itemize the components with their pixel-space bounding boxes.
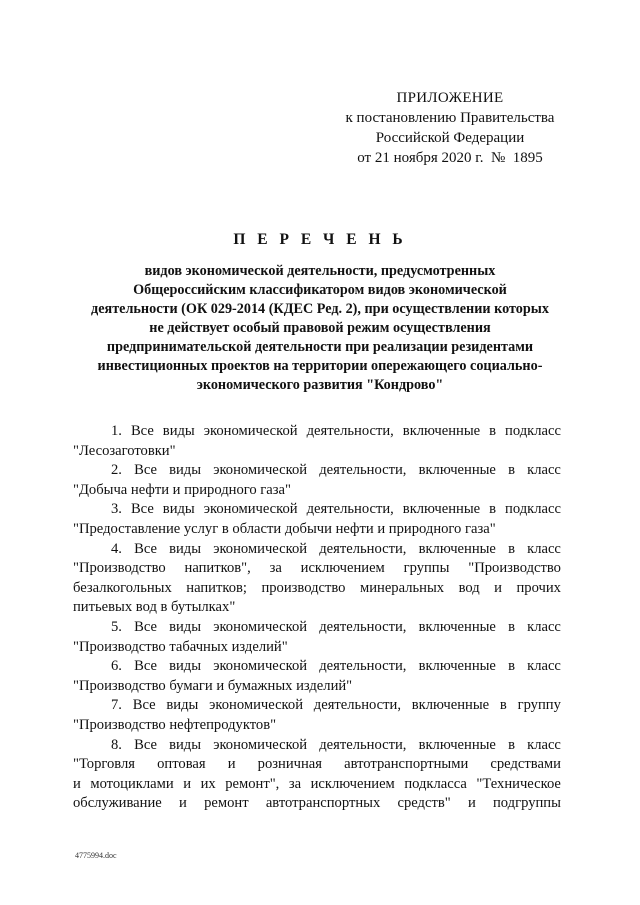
word: подкласс [505,501,561,518]
word: экономической [203,423,298,439]
word: включенные [418,658,496,675]
word: деятельности, [306,501,394,518]
word: экономической [213,618,308,635]
list-item [73,422,561,461]
word: включенные [418,736,496,753]
word: включенные [418,618,496,635]
subtitle-line: Общероссийским классификатором видов экономической [133,282,507,298]
word: включенные [402,501,481,518]
word: включенные [411,697,490,714]
word: деятельности, [306,423,394,439]
word: виды [169,618,202,635]
word: класс [527,618,561,635]
word: мотоциклами [90,775,174,792]
word: и [183,775,192,792]
list-item [73,540,561,618]
word: подкласс [505,423,561,439]
word: 3. [111,501,122,518]
list-item-line [73,794,561,814]
word: в [508,462,515,479]
list-item-line [73,755,561,775]
word: за [288,775,302,792]
list-item-line [73,618,561,638]
word: группы [403,560,450,577]
list-item-line [73,422,561,442]
word: ремонт [204,795,249,812]
word: напитков; [186,579,247,596]
word: 6. [111,658,122,675]
word: Все [130,501,154,518]
list-item-line: "Производство табачных изделий" [73,638,288,655]
word: "Торговля [73,756,135,773]
word: и [227,756,236,773]
list-item [73,657,561,696]
word: 5. [111,618,122,635]
word: в [508,540,515,557]
word: в [508,658,515,675]
word: 8. [111,736,122,753]
word: 4. [111,540,122,557]
word: 2. [111,462,122,479]
list-item [73,500,561,539]
subtitle-line: видов экономической деятельности, предусмотренных [144,263,496,279]
list-item-line [73,540,561,560]
list-item-line [73,461,561,481]
word: виды [169,736,202,753]
word: класс [527,658,561,675]
word: Все [134,736,157,753]
subtitle-line: деятельности (ОК 029-2014 (КДЕС Ред. 2), при осуществлении которых [91,301,549,317]
word: 1. [111,423,122,439]
word: включенные [402,423,481,439]
word: "Производство [468,560,561,577]
activity-list [73,422,561,814]
word: 7. [111,697,122,714]
list-item-line: "Добыча нефти и природного газа" [73,481,291,498]
subtitle-line: не действует особый правовой режим осуществления [149,320,491,336]
word: за [269,560,282,577]
word: деятельности, [319,462,407,479]
word: в [508,618,515,635]
word: экономической [203,501,298,518]
word: и [73,775,81,792]
list-item-line [73,579,561,599]
list-item-line [73,657,561,677]
word: средств" [397,795,451,812]
word: розничная [257,756,322,773]
word: в [489,501,497,518]
appendix-line-date-number: от 21 ноября 2020 г. № 1895 [357,150,543,166]
word: экономической [213,736,308,753]
word: автотранспортных [265,795,381,812]
word: оптовая [157,756,206,773]
word: исключением [300,560,385,577]
word: класс [527,462,561,479]
list-item [73,618,561,657]
word: в [489,423,497,439]
list-item-line: "Производство нефтепродуктов" [73,716,277,733]
word: автотранспортными [344,756,469,773]
word: класс [527,540,561,557]
word: прочих [516,579,561,596]
list-item-line: "Производство бумаги и бумажных изделий" [73,677,353,694]
word: виды [169,540,202,557]
word: деятельности, [319,618,407,635]
word: подгруппы [493,795,561,812]
word: Все [130,423,154,439]
list-item-line [73,500,561,520]
appendix-line-federation: Российской Федерации [375,130,525,146]
word: производство [261,579,346,596]
word: Все [134,658,157,675]
list-item-line: "Предоставление услуг в области добычи нефти и природного газа" [73,520,496,537]
appendix-line-decree: к постановлению Правительства [345,110,555,126]
word: исключением [310,775,395,792]
word: и [467,795,476,812]
word: минеральных [359,579,445,596]
word: группу [517,697,561,714]
word: Все [132,697,156,714]
subtitle-line: экономического развития "Кондрово" [196,377,444,393]
word: "Производство [73,560,166,577]
appendix-header [300,88,600,168]
word: средствами [490,756,561,773]
list-item-line: питьевых вод в бутылках" [73,599,236,616]
subtitle-line: инвестиционных проектов на территории опережающего социально- [97,358,543,374]
word: класс [527,736,561,753]
word: экономической [213,462,308,479]
subtitle-line: предпринимательской деятельности при реализации резидентами [106,339,534,355]
word: деятельности, [313,697,401,714]
word: включенные [418,462,496,479]
word: экономической [209,697,304,714]
word: экономической [213,540,308,557]
word: в [499,697,507,714]
word: виды [169,658,202,675]
word: экономической [213,658,308,675]
appendix-title: ПРИЛОЖЕНИЕ [396,90,504,106]
word: деятельности, [319,540,407,557]
word: Все [134,540,157,557]
word: Все [134,618,157,635]
word: и [179,795,187,812]
word: виды [169,462,202,479]
word: "Техническое [476,775,561,792]
word: деятельности, [319,658,407,675]
document-subtitle [70,262,570,395]
word: обслуживание [73,795,162,812]
list-item [73,736,561,814]
list-item [73,696,561,735]
list-item-line [73,559,561,579]
document-title: П Е Р Е Ч Е Н Ь [233,231,407,248]
word: виды [162,423,195,439]
list-item [73,461,561,500]
word: напитков", [184,560,251,577]
list-item-line [73,775,561,795]
word: деятельности, [319,736,407,753]
list-item-line: "Лесозаготовки" [73,442,176,459]
word: Все [134,462,157,479]
word: ремонт", [225,775,280,792]
word: виды [166,697,199,714]
word: их [200,775,216,792]
word: безалкогольных [73,579,172,596]
word: виды [162,501,195,518]
word: в [508,736,515,753]
list-item-line [73,696,561,716]
word: и [494,579,502,596]
word: включенные [418,540,496,557]
word: вод [458,579,480,596]
word: подкласса [404,775,467,792]
file-code: 4775994.doc [75,851,117,860]
list-item-line [73,736,561,756]
